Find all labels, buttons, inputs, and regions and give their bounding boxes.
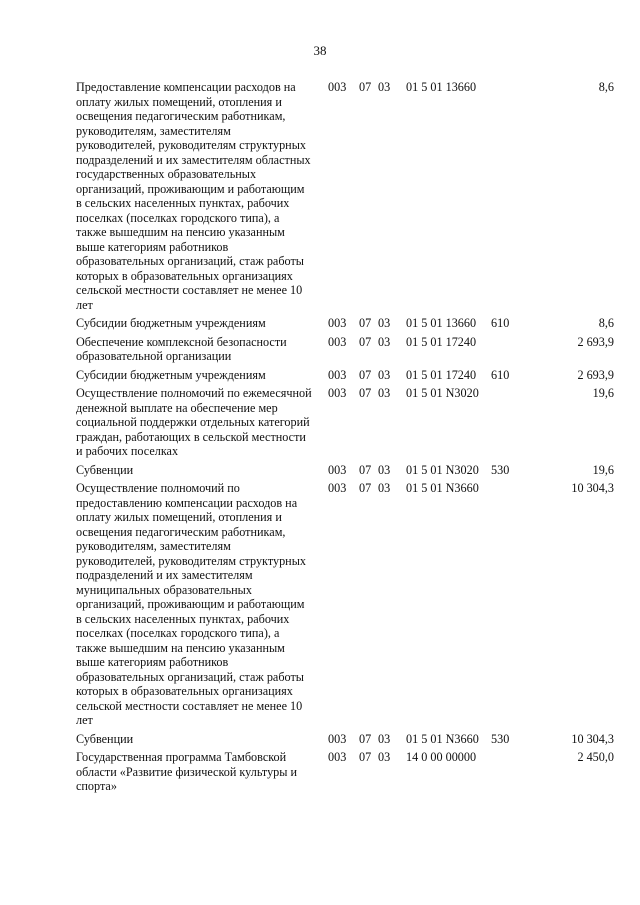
- ministry-code: 003: [328, 462, 347, 477]
- subsection-code: 03: [378, 367, 391, 382]
- ministry-code: 003: [328, 80, 347, 94]
- row-name: Осуществление полномочий по ежемесячной денежной выплате на обеспечение мер социальной поддержки отдельных категорий граждан, работающих в сельской местности и рабочих поселках: [76, 386, 312, 458]
- ministry-code: 003: [328, 481, 347, 495]
- expense-type-code: 530: [491, 462, 510, 477]
- amount: 19,6: [592, 386, 614, 400]
- ministry-code: 003: [328, 367, 347, 382]
- amount: 2 693,9: [577, 334, 614, 349]
- section-code: 07: [359, 367, 372, 382]
- expense-type-code: 610: [491, 316, 510, 330]
- target-article-code: 01 5 01 N3660: [406, 731, 479, 746]
- page-number: 38: [313, 43, 327, 58]
- target-article-code: 01 5 01 13660: [406, 80, 477, 94]
- subsection-code: 03: [378, 462, 391, 477]
- target-article-code: 01 5 01 13660: [406, 316, 477, 330]
- table-row: [76, 316, 614, 331]
- ministry-code: 003: [328, 750, 347, 764]
- section-code: 07: [359, 80, 372, 94]
- row-name: Предоставление компенсации расходов на оплату жилых помещений, отопления и освещения педагогическим работникам, руководителям, заместителям руководителей, руководителям структурных подразделений и их заместителям областных государственных образовательных организаций, проживающим и работающим в сельских населенных пунктах, рабочих поселках (поселках городского типа), а также вышедшим на пенсию указанным выше категориям работников образовательных организаций, стаж работы которых в образовательных организациях сельской местности составляет не менее 10 лет: [76, 80, 311, 312]
- section-code: 07: [359, 316, 372, 330]
- expense-type-code: 610: [491, 367, 510, 382]
- section-code: 07: [359, 334, 372, 349]
- table-row: [76, 386, 614, 459]
- subsection-code: 03: [378, 731, 391, 746]
- expense-type-code: 530: [491, 731, 510, 746]
- section-code: 07: [359, 731, 372, 746]
- target-article-code: 01 5 01 N3660: [406, 481, 479, 495]
- table-row: [76, 481, 614, 728]
- row-name: Государственная программа Тамбовской области «Развитие физической культуры и спорта»: [76, 750, 298, 793]
- ministry-code: 003: [328, 334, 347, 349]
- amount: 8,6: [598, 80, 614, 94]
- subsection-code: 03: [378, 334, 391, 349]
- row-name: Субвенции: [76, 462, 134, 477]
- amount: 10 304,3: [571, 731, 614, 746]
- amount: 2 693,9: [577, 367, 614, 382]
- row-name: Осуществление полномочий по предоставлению компенсации расходов на оплату жилых помещений, отопления и освещения педагогическим работникам, руководителям, заместителям руководителей, руководителям структурных подразделений и их заместителям муниципальных образовательных организаций, проживающим и работающим в сельских населенных пунктах, рабочих поселках (поселках городского типа), а также вышедшим на пенсию указанным выше категориям работников образовательных организаций, стаж работы которых в образовательных организациях сельской местности составляет не менее 10 лет: [76, 481, 306, 727]
- table-row: [76, 368, 614, 383]
- row-name: Субсидии бюджетным учреждениям: [76, 316, 266, 330]
- table-row: [76, 732, 614, 747]
- target-article-code: 01 5 01 17240: [406, 367, 477, 382]
- amount: 10 304,3: [571, 481, 614, 495]
- section-code: 07: [359, 481, 372, 495]
- table-row: [76, 80, 614, 312]
- amount: 2 450,0: [577, 750, 614, 764]
- subsection-code: 03: [378, 386, 391, 400]
- budget-table: [76, 80, 614, 798]
- subsection-code: 03: [378, 750, 391, 764]
- ministry-code: 003: [328, 731, 347, 746]
- target-article-code: 01 5 01 N3020: [406, 386, 479, 400]
- row-name: Субсидии бюджетным учреждениям: [76, 367, 266, 382]
- ministry-code: 003: [328, 316, 347, 330]
- table-row: [76, 750, 614, 794]
- subsection-code: 03: [378, 316, 391, 330]
- ministry-code: 003: [328, 386, 347, 400]
- section-code: 07: [359, 462, 372, 477]
- row-name: Субвенции: [76, 731, 134, 746]
- subsection-code: 03: [378, 481, 391, 495]
- row-name: Обеспечение комплексной безопасности образовательной организации: [76, 334, 287, 363]
- amount: 8,6: [598, 316, 614, 330]
- subsection-code: 03: [378, 80, 391, 94]
- section-code: 07: [359, 386, 372, 400]
- section-code: 07: [359, 750, 372, 764]
- target-article-code: 01 5 01 N3020: [406, 462, 479, 477]
- table-row: [76, 463, 614, 478]
- table-row: [76, 335, 614, 364]
- amount: 19,6: [592, 462, 614, 477]
- target-article-code: 01 5 01 17240: [406, 334, 477, 349]
- target-article-code: 14 0 00 00000: [406, 750, 477, 764]
